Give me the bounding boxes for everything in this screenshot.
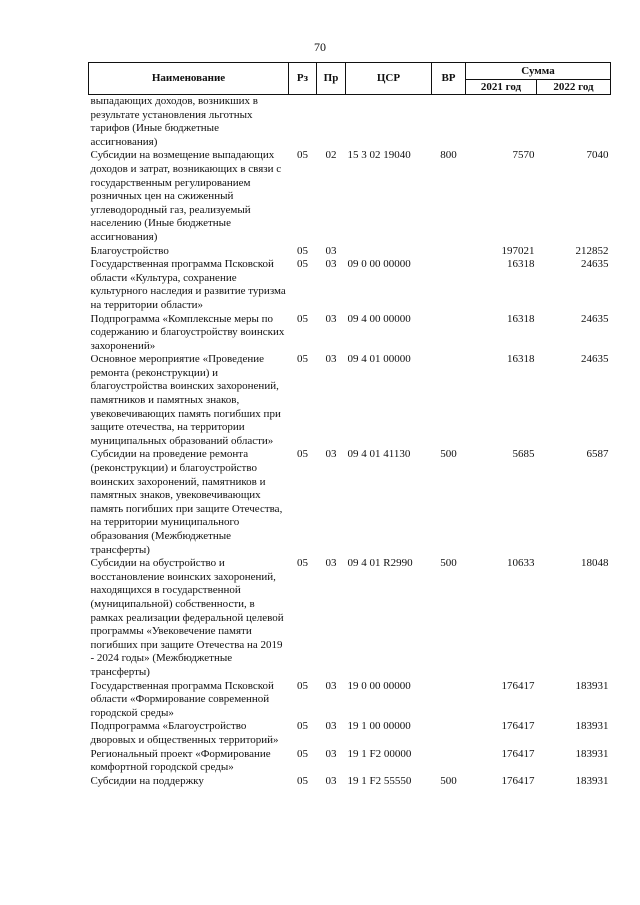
cell-csr: 19 1 F2 00000 <box>347 747 412 760</box>
cell-name: Субсидии на обустройство и восстановление воинских захоронений, находящихся в государственной (муниципальной) собственности, в рамках реализации федеральной целевой программы «Увековечение памяти погибших при защите Отечества на 2019 - 2024 годы» (Межбюджетные трансферты) <box>90 557 284 678</box>
cell-pr: 03 <box>325 679 337 692</box>
cell-csr: 19 1 F2 55550 <box>347 774 412 787</box>
cell-name: Благоустройство <box>90 244 169 257</box>
cell-s2022: 24635 <box>581 353 609 366</box>
cell-csr <box>346 245 432 259</box>
table-row <box>89 448 611 557</box>
cell-csr: 09 4 01 00000 <box>347 353 411 366</box>
cell-csr: 09 4 00 00000 <box>347 312 411 325</box>
cell-rz: 05 <box>297 557 308 570</box>
cell-s2021: 197021 <box>501 244 535 257</box>
cell-vr: 500 <box>440 448 457 461</box>
budget-table <box>88 62 611 788</box>
cell-s2022: 24635 <box>581 312 609 325</box>
cell-name: Субсидии на возмещение выпадающих доходов и затрат, возникающих в связи с государственным регулированием розничных цен на сжиженный углеводородный газ, реализуемый населению (Иные бюджетные ассигнования) <box>90 149 282 243</box>
table-row <box>89 95 611 150</box>
cell-csr: 09 4 01 R2990 <box>347 557 413 570</box>
cell-name: Основное мероприятие «Проведение ремонта (реконструкции) и благоустройства воинских захоронений, памятников и памятных знаков, увековечивающих память погибших при защите отечества, на территории муниципальных образований области» <box>90 353 281 447</box>
cell-csr: 19 1 00 00000 <box>347 720 411 733</box>
table-row <box>89 149 611 244</box>
cell-vr <box>432 353 466 448</box>
cell-rz: 05 <box>297 353 308 366</box>
cell-name: выпадающих доходов, возникших в результате установления льготных тарифов (Иные бюджетные ассигнования) <box>90 95 258 148</box>
cell-s2022 <box>537 95 611 150</box>
cell-pr: 03 <box>325 312 337 325</box>
header-name: Наименование <box>89 63 289 95</box>
cell-vr <box>432 95 466 150</box>
cell-s2021 <box>466 95 537 150</box>
cell-name: Подпрограмма «Комплексные меры по содержанию и благоустройству воинских захоронений» <box>90 312 285 352</box>
cell-name: Субсидии на проведение ремонта (реконструкции) и благоустройство воинских захоронений, памятников и памятных знаков, увековечивающих память погибших при защите Отечества, на территории муниципального образования (Межбюджетные трансферты) <box>90 448 283 556</box>
cell-vr <box>432 313 466 354</box>
cell-s2021: 176417 <box>501 679 535 692</box>
cell-name: Подпрограмма «Благоустройство дворовых и общественных территорий» <box>90 720 279 746</box>
table-row <box>89 258 611 312</box>
cell-pr: 03 <box>325 258 337 271</box>
cell-s2022: 183931 <box>575 679 609 692</box>
cell-vr <box>432 245 466 259</box>
cell-pr <box>317 95 346 150</box>
table-row <box>89 680 611 721</box>
cell-rz: 05 <box>297 244 308 257</box>
cell-rz <box>289 95 317 150</box>
cell-vr: 800 <box>440 149 457 162</box>
header-pr: Пр <box>317 63 346 95</box>
cell-vr: 500 <box>440 557 457 570</box>
cell-csr: 09 0 00 00000 <box>347 258 411 271</box>
cell-name: Государственная программа Псковской области «Формирование современной городской среды» <box>90 679 274 719</box>
cell-csr <box>346 95 432 150</box>
cell-rz: 05 <box>297 720 308 733</box>
cell-s2021: 176417 <box>501 774 535 787</box>
cell-pr: 03 <box>325 244 337 257</box>
cell-s2022: 7040 <box>586 149 609 162</box>
header-2021: 2021 год <box>466 80 537 95</box>
cell-pr: 03 <box>325 774 337 787</box>
cell-vr: 500 <box>440 774 457 787</box>
table-row <box>89 775 611 789</box>
table-row <box>89 557 611 679</box>
cell-csr: 09 4 01 41130 <box>347 448 411 461</box>
cell-name: Субсидии на поддержку <box>90 774 204 787</box>
cell-s2022: 183931 <box>575 747 609 760</box>
cell-vr <box>432 720 466 747</box>
cell-pr: 03 <box>325 557 337 570</box>
cell-rz: 05 <box>297 149 308 162</box>
cell-rz: 05 <box>297 448 308 461</box>
cell-pr: 03 <box>325 747 337 760</box>
cell-s2022: 183931 <box>575 720 609 733</box>
table-row <box>89 353 611 448</box>
table-row <box>89 313 611 354</box>
cell-pr: 03 <box>325 720 337 733</box>
table-body <box>89 95 611 789</box>
cell-s2021: 176417 <box>501 747 535 760</box>
table-header <box>89 63 611 95</box>
cell-vr <box>432 258 466 312</box>
header-csr: ЦСР <box>346 63 432 95</box>
cell-name: Государственная программа Псковской области «Культура, сохранение культурного наследия и развитие туризма на территории области» <box>90 258 286 311</box>
cell-pr: 03 <box>325 448 337 461</box>
cell-s2022: 6587 <box>586 448 609 461</box>
cell-rz: 05 <box>297 312 308 325</box>
cell-s2021: 10633 <box>507 557 535 570</box>
table-row <box>89 245 611 259</box>
header-vr: ВР <box>432 63 466 95</box>
cell-pr: 02 <box>325 149 337 162</box>
table-row <box>89 720 611 747</box>
cell-csr: 15 3 02 19040 <box>347 149 411 162</box>
cell-s2022: 18048 <box>581 557 609 570</box>
cell-rz: 05 <box>297 679 308 692</box>
cell-pr: 03 <box>325 353 337 366</box>
cell-s2021: 5685 <box>512 448 535 461</box>
header-sum: Сумма <box>466 63 611 80</box>
cell-s2021: 7570 <box>512 149 535 162</box>
cell-vr <box>432 680 466 721</box>
table-row <box>89 748 611 775</box>
cell-s2022: 212852 <box>575 244 609 257</box>
cell-s2021: 16318 <box>507 353 535 366</box>
cell-s2021: 16318 <box>507 312 535 325</box>
cell-rz: 05 <box>297 258 308 271</box>
cell-csr: 19 0 00 00000 <box>347 679 411 692</box>
cell-s2022: 24635 <box>581 258 609 271</box>
cell-rz: 05 <box>297 747 308 760</box>
cell-vr <box>432 748 466 775</box>
header-rz: Рз <box>289 63 317 95</box>
cell-name: Региональный проект «Формирование комфортной городской среды» <box>90 747 271 774</box>
cell-s2022: 183931 <box>575 774 609 787</box>
page-number: 70 <box>314 40 326 54</box>
cell-rz: 05 <box>297 774 308 787</box>
cell-s2021: 16318 <box>507 258 535 271</box>
cell-s2021: 176417 <box>501 720 535 733</box>
header-2022: 2022 год <box>537 80 611 95</box>
